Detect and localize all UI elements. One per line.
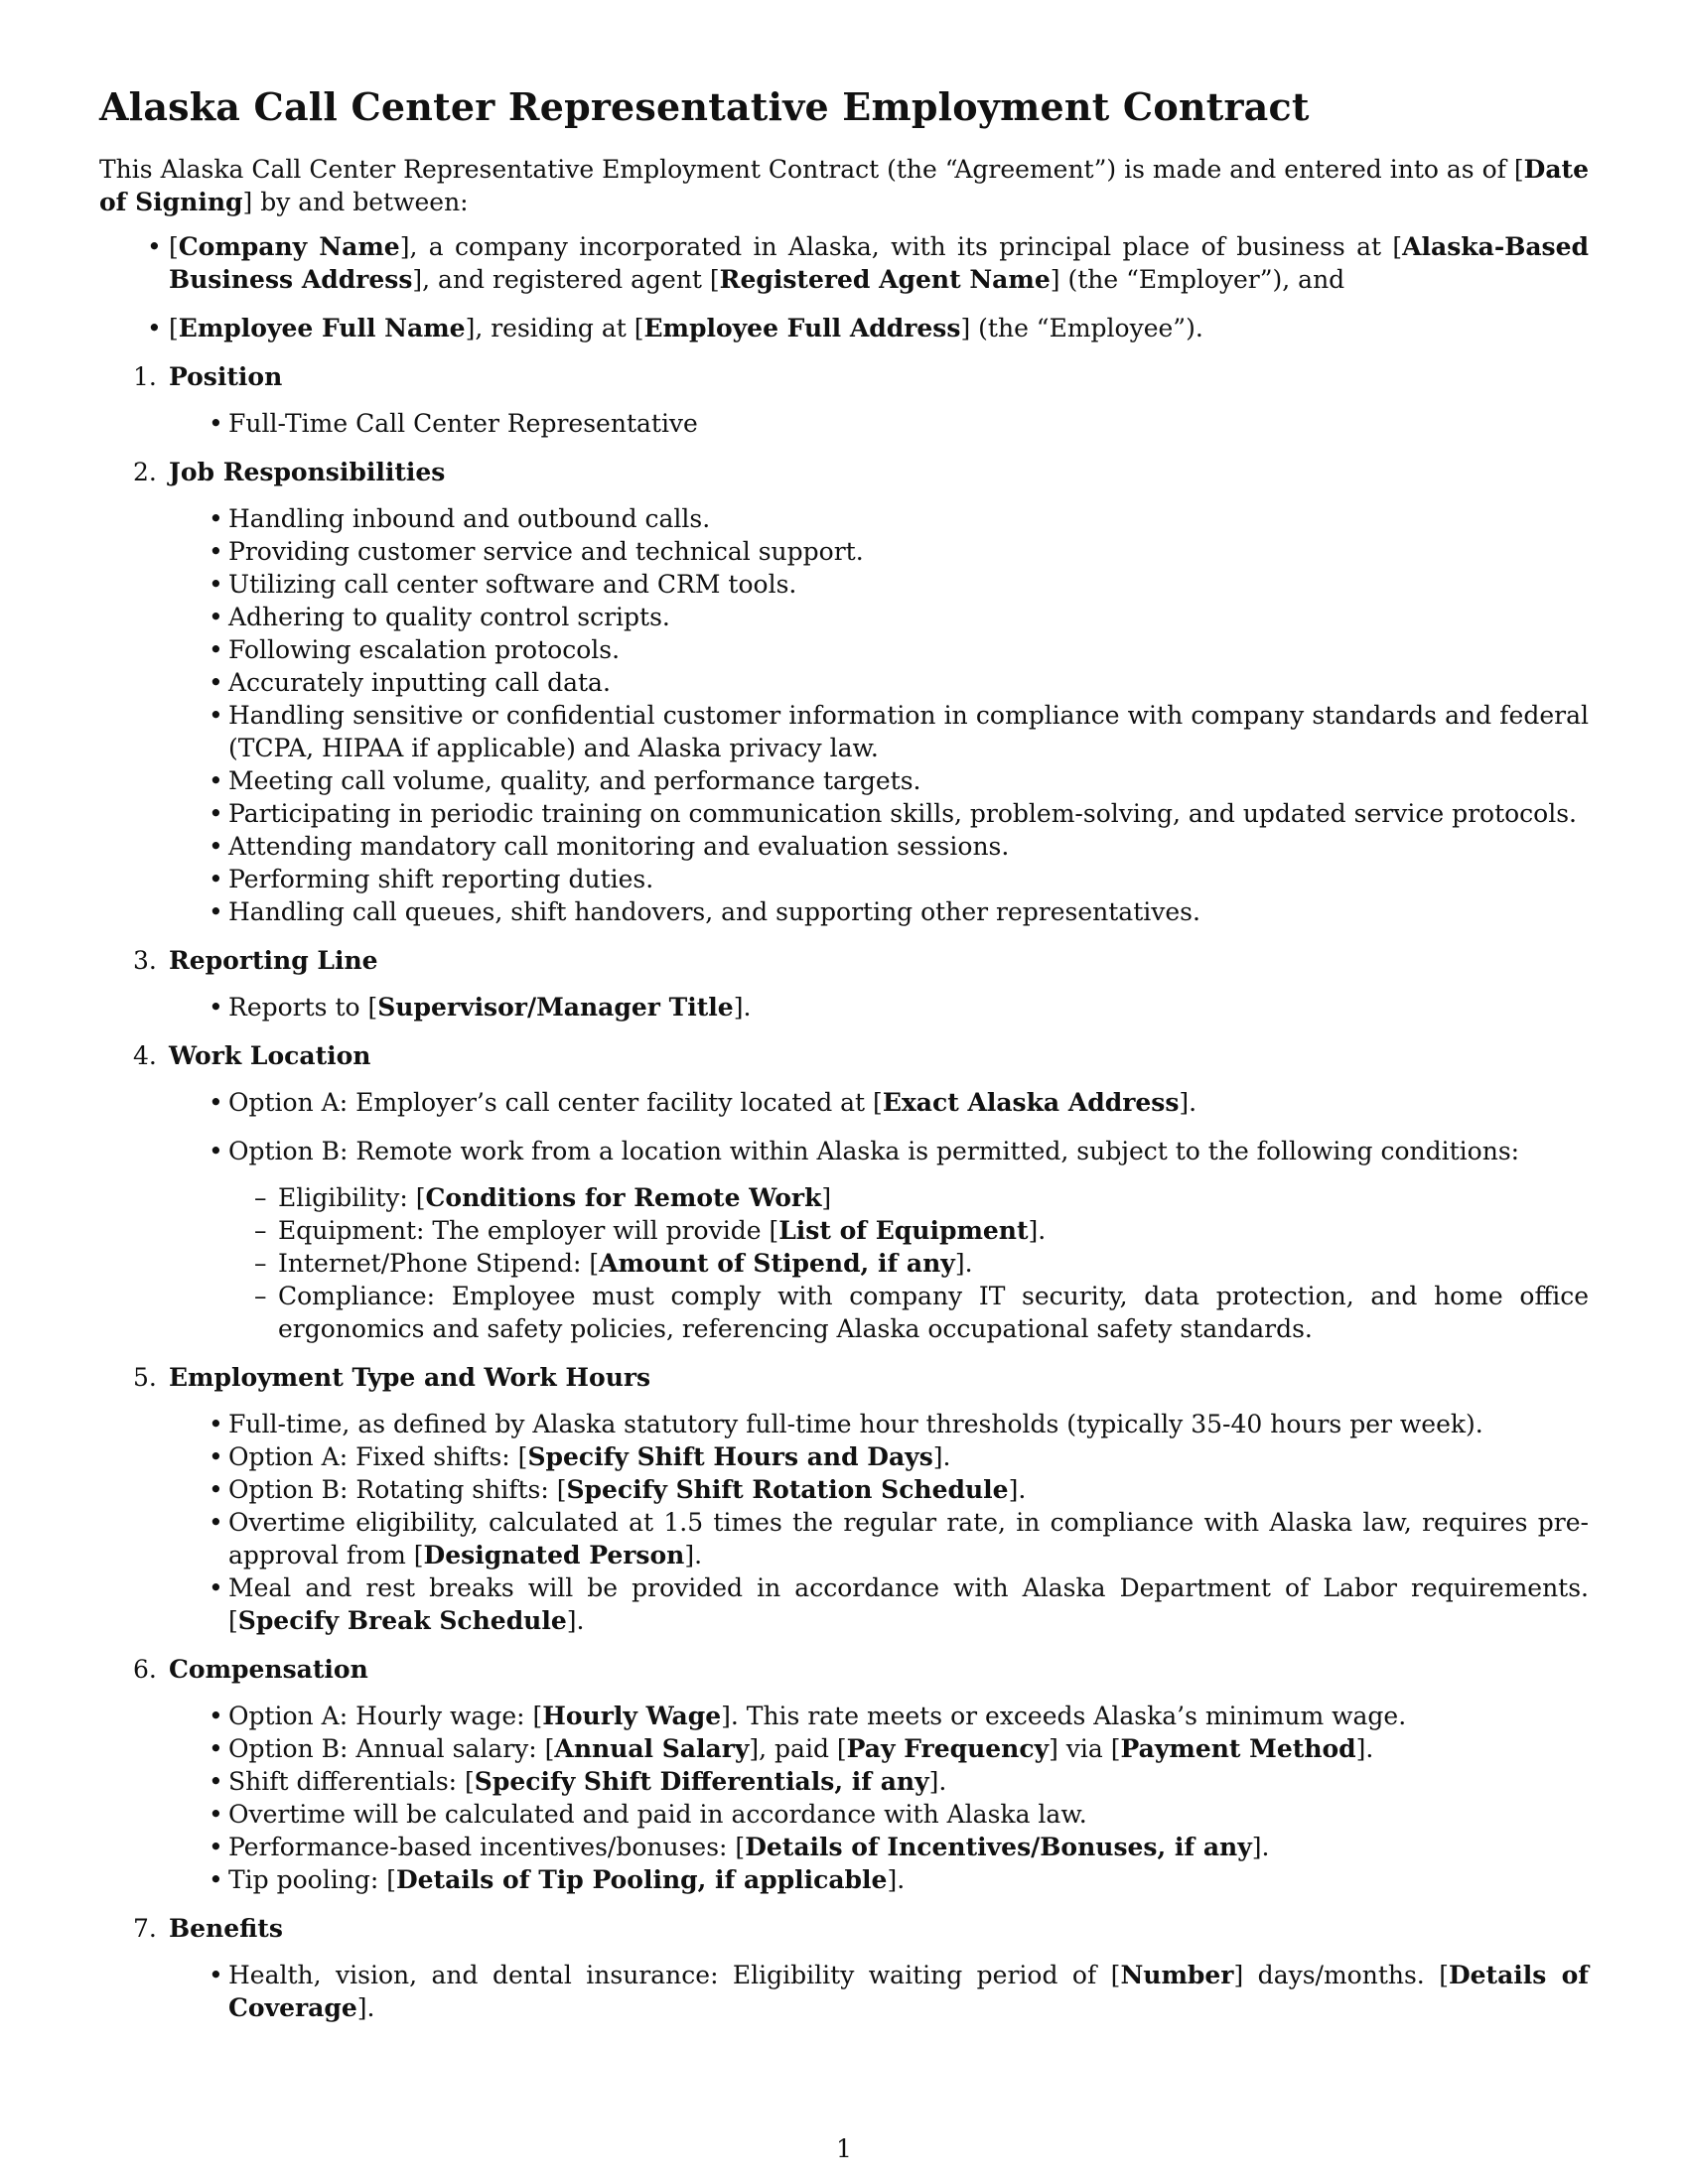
remote-conditions-list	[228, 1181, 1589, 1345]
list-item: • Option B: Remote work from a location within Alaska is permitted, subject to the following conditions: – Eligibility: [Conditions for Remote Work] – Equipment: The employer will provide [List of Equipment]. – Internet/Phone Stipend: [Amount of Stipend, if any]. – Compliance: Employee must comply with company IT security, data protection, and home office ergonomics and safety policies, referencing Alaska occupational safety standards.	[169, 1135, 1589, 1345]
list-item: • Full-time, as defined by Alaska statutory full-time hour thresholds (typically 35-40 hours per week).	[169, 1408, 1589, 1440]
section-work-location	[99, 1039, 1589, 1345]
section-job-responsibilities	[99, 456, 1589, 928]
registered-agent-placeholder: Registered Agent Name	[719, 265, 1051, 294]
shift-differentials-placeholder: Specify Shift Differentials, if any	[474, 1767, 929, 1796]
list-item: • Shift differentials: [Specify Shift Differentials, if any].	[169, 1765, 1589, 1798]
incentives-placeholder: Details of Incentives/Bonuses, if any	[745, 1833, 1252, 1861]
remote-conditions-placeholder: Conditions for Remote Work	[425, 1183, 822, 1212]
document-title: Alaska Call Center Representative Employment Contract	[99, 84, 1310, 129]
shift-rotation-placeholder: Specify Shift Rotation Schedule	[566, 1475, 1009, 1504]
coverage-details-placeholder: Details of Coverage	[228, 1961, 1590, 2022]
list-item: • Handling call queues, shift handovers, and supporting other representatives.	[169, 895, 1589, 928]
shift-hours-placeholder: Specify Shift Hours and Days	[527, 1442, 933, 1471]
waiting-period-placeholder: Number	[1120, 1961, 1234, 1989]
section-number: 1.	[133, 362, 157, 391]
list-item: • Option A: Employer’s call center facility located at [Exact Alaska Address].	[169, 1086, 1589, 1119]
position-items	[169, 407, 1589, 440]
intro-text: ] by and between:	[242, 188, 469, 216]
list-item: – Eligibility: [Conditions for Remote Work]	[228, 1181, 1589, 1214]
list-item: • Utilizing call center software and CRM tools.	[169, 568, 1589, 601]
benefits-items	[169, 1959, 1589, 2024]
list-item: • Performance-based incentives/bonuses: [Details of Incentives/Bonuses, if any].	[169, 1831, 1589, 1863]
list-item: • Meal and rest breaks will be provided in accordance with Alaska Department of Labor requirements. [Specify Break Schedule].	[169, 1571, 1589, 1637]
alaska-address-placeholder: Exact Alaska Address	[882, 1088, 1180, 1117]
list-item: • Participating in periodic training on communication skills, problem-solving, and updated service protocols.	[169, 797, 1589, 830]
sections-list	[99, 360, 1589, 2024]
section-title: Employment Type and Work Hours	[169, 1363, 651, 1392]
designated-person-placeholder: Designated Person	[423, 1541, 685, 1570]
hourly-wage-placeholder: Hourly Wage	[542, 1702, 722, 1730]
section-number: 4.	[133, 1041, 157, 1070]
list-item: • Following escalation protocols.	[169, 633, 1589, 666]
payment-method-placeholder: Payment Method	[1120, 1734, 1356, 1763]
list-item: – Internet/Phone Stipend: [Amount of Stipend, if any].	[228, 1247, 1589, 1280]
break-schedule-placeholder: Specify Break Schedule	[237, 1606, 567, 1635]
company-name-placeholder: Company Name	[178, 232, 400, 261]
document-page	[99, 84, 1589, 2040]
list-item: • Overtime will be calculated and paid in accordance with Alaska law.	[169, 1798, 1589, 1831]
section-title: Work Location	[169, 1041, 371, 1070]
section-compensation	[99, 1653, 1589, 1896]
work-location-items	[169, 1086, 1589, 1345]
list-item: • Option A: Hourly wage: [Hourly Wage]. This rate meets or exceeds Alaska’s minimum wage.	[169, 1700, 1589, 1732]
list-item: • Performing shift reporting duties.	[169, 863, 1589, 895]
employee-name-placeholder: Employee Full Name	[178, 314, 466, 342]
list-item: • Health, vision, and dental insurance: Eligibility waiting period of [Number] days/months. [Details of Coverage].	[169, 1959, 1589, 2024]
compensation-items	[169, 1700, 1589, 1896]
section-number: 3.	[133, 946, 157, 975]
section-number: 2.	[133, 458, 157, 486]
list-item: • Overtime eligibility, calculated at 1.5 times the regular rate, in compliance with Alaska law, requires pre-approval from [Designated Person].	[169, 1506, 1589, 1571]
employee-address-placeholder: Employee Full Address	[643, 314, 961, 342]
date-of-signing-placeholder: Date of Signing	[99, 155, 1589, 216]
intro-paragraph	[99, 153, 1589, 218]
list-item: • Full-Time Call Center Representative	[169, 407, 1589, 440]
page-number: 1	[836, 2134, 852, 2163]
list-item: • Accurately inputting call data.	[169, 666, 1589, 699]
list-item: • Option B: Annual salary: [Annual Salary], paid [Pay Frequency] via [Payment Method].	[169, 1732, 1589, 1765]
intro-text: This Alaska Call Center Representative Employment Contract (the “Agreement”) is made and entered into as of [	[99, 155, 1524, 184]
equipment-placeholder: List of Equipment	[778, 1216, 1029, 1245]
employment-type-items	[169, 1408, 1589, 1637]
list-item: – Equipment: The employer will provide [List of Equipment].	[228, 1214, 1589, 1247]
reporting-items	[169, 991, 1589, 1024]
list-item: • Handling sensitive or confidential customer information in compliance with company standards and federal (TCPA, HIPAA if applicable) and Alaska privacy law.	[169, 699, 1589, 764]
section-title: Position	[169, 362, 283, 391]
parties-list	[99, 230, 1589, 344]
annual-salary-placeholder: Annual Salary	[554, 1734, 750, 1763]
list-item: • Handling inbound and outbound calls.	[169, 502, 1589, 535]
section-number: 5.	[133, 1363, 157, 1392]
list-item: • Option A: Fixed shifts: [Specify Shift Hours and Days].	[169, 1440, 1589, 1473]
list-item: • Meeting call volume, quality, and performance targets.	[169, 764, 1589, 797]
section-title: Benefits	[169, 1914, 283, 1943]
section-number: 6.	[133, 1655, 157, 1684]
list-item: • Reports to [Supervisor/Manager Title].	[169, 991, 1589, 1024]
section-position	[99, 360, 1589, 440]
responsibilities-items	[169, 502, 1589, 928]
list-item: • Tip pooling: [Details of Tip Pooling, if applicable].	[169, 1863, 1589, 1896]
tip-pooling-placeholder: Details of Tip Pooling, if applicable	[395, 1865, 888, 1894]
list-item: • Adhering to quality control scripts.	[169, 601, 1589, 633]
list-item: – Compliance: Employee must comply with company IT security, data protection, and home office ergonomics and safety policies, referencing Alaska occupational safety standards.	[228, 1280, 1589, 1345]
pay-frequency-placeholder: Pay Frequency	[846, 1734, 1050, 1763]
list-item: • Providing customer service and technical support.	[169, 535, 1589, 568]
stipend-placeholder: Amount of Stipend, if any	[599, 1249, 955, 1278]
section-title: Compensation	[169, 1655, 368, 1684]
section-benefits	[99, 1912, 1589, 2024]
employee-party: • [Employee Full Name], residing at [Employee Full Address] (the “Employee”).	[99, 312, 1589, 344]
section-title: Reporting Line	[169, 946, 378, 975]
section-employment-type	[99, 1361, 1589, 1637]
list-item: • Option B: Rotating shifts: [Specify Shift Rotation Schedule].	[169, 1473, 1589, 1506]
section-number: 7.	[133, 1914, 157, 1943]
section-title: Job Responsibilities	[169, 458, 446, 486]
business-address-placeholder: Alaska-Based Business Address	[169, 232, 1589, 294]
supervisor-title-placeholder: Supervisor/Manager Title	[377, 993, 734, 1022]
section-reporting-line	[99, 944, 1589, 1024]
employer-party: • [Company Name], a company incorporated in Alaska, with its principal place of business at [Alaska-Based Business Address], and registered agent [Registered Agent Name] (the “Employer”), and	[99, 230, 1589, 296]
list-item: • Attending mandatory call monitoring and evaluation sessions.	[169, 830, 1589, 863]
